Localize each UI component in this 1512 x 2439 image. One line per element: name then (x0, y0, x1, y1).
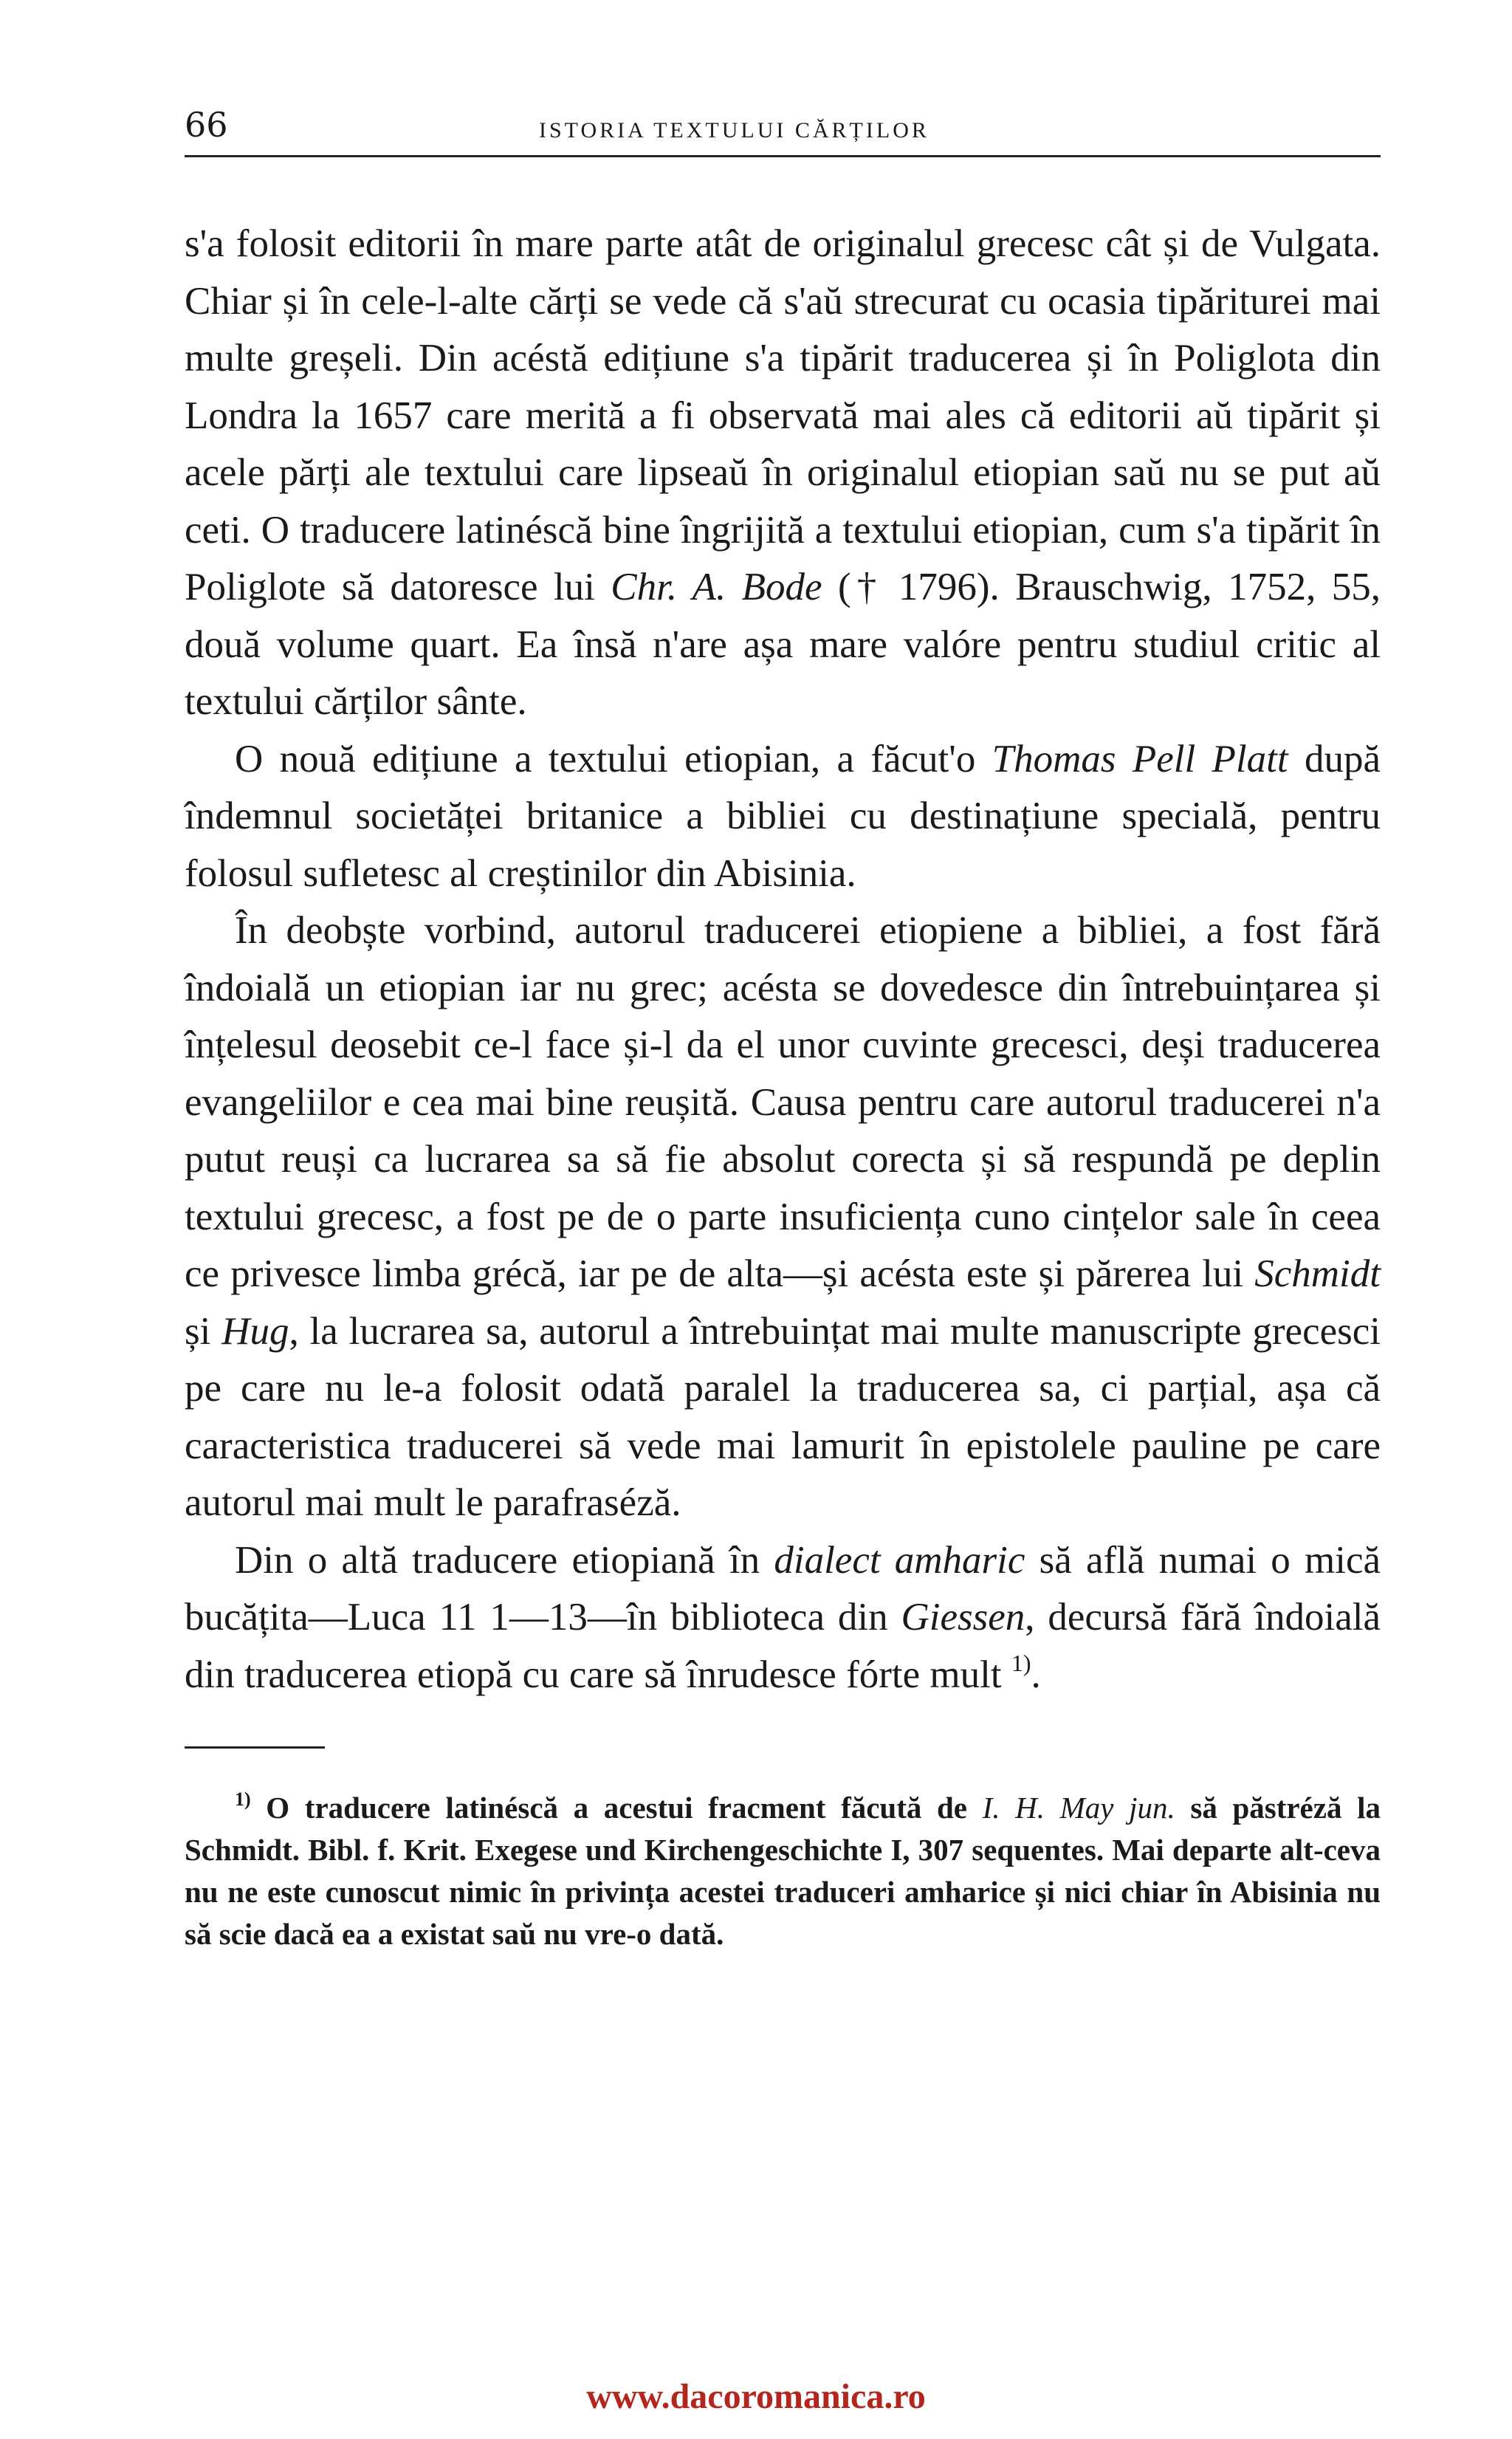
footnote-mark: 1) (235, 1788, 251, 1810)
main-text (185, 216, 1381, 1704)
paragraph-1-text-b: († 1796). Brauschwig, 1752, 55, două volume quart. Ea însă n'are așa mare valóre pentru studiul critic al textului cărților sânte. (185, 566, 1381, 723)
paragraph-3-text-a: În deobște vorbind, autorul traducerei etiopiene a bibliei, a fost fără îndoială un etiopian iar nu grec; acésta se dovedesce din întrebuințarea și înțelesul deosebit ce-l face și-l da el unor cuvinte grecesci, deși traducerea evangeliilor e cea mai bine reușită. Causa pentru care autorul traducerei n'a putut reuși ca lucrarea sa să fie absolut corecta și să respundă pe deplin textului grecesc, a fost pe de o parte insuficiența cuno cințelor sale în ceea ce privesce limba grécă, iar pe de alta—și acésta este și părerea lui (185, 909, 1381, 1295)
footnote-paragraph (185, 1787, 1381, 1955)
running-header (185, 89, 1381, 155)
paragraph-2 (185, 731, 1381, 903)
paragraph-3 (185, 902, 1381, 1532)
paragraph-3-text-c: , la lucrarea sa, autorul a întrebuințat mai multe manuscripte grecesci pe care nu le-a folosit odată paralel la traducerea sa, ci parțial, așa că caracteristica traducerei să vede mai lamurit în epistolele pauline pe care autorul mai mult le parafraséză. (185, 1309, 1381, 1524)
paragraph-4-text-d: . (1031, 1653, 1041, 1696)
name-schmidt: Schmidt (1254, 1252, 1381, 1295)
name-may: I. H. May jun. (982, 1791, 1175, 1825)
paragraph-4-text-b: să află numai o mică bucățita—Luca 11 1—13—în biblioteca din (185, 1538, 1381, 1639)
paragraph-4-text-a: Din o altă traducere etiopiană în (235, 1538, 774, 1582)
footnote-reference[interactable]: 1) (1011, 1649, 1031, 1676)
term-dialect-amharic: dialect amharic (774, 1538, 1025, 1582)
paragraph-2-text-b: după îndemnul societăței britanice a bibliei cu destinațiune specială, pentru folosul sufletesc al creștinilor din Abisinia. (185, 737, 1381, 895)
footnote (185, 1787, 1381, 1955)
name-pell-platt: Thomas Pell Platt (992, 737, 1288, 781)
paragraph-1 (185, 216, 1381, 731)
running-title: ISTORIA TEXTULUI CĂRȚILOR (539, 118, 929, 143)
paragraph-1-text-a: s'a folosit editorii în mare parte atât de originalul grecesc cât și de Vulgata. Chiar și în cele-l-alte cărți se vede că s'aŭ strecurat cu ocasia tipăriturei mai multe greșeli. Din acéstă edițiune s'a tipărit traducerea și în Poliglota din Londra la 1657 care merită a fi observată mai ales că editorii aŭ tipărit și acele părți ale textului care lipseaŭ în originalul etiopian saŭ nu se put aŭ ceti. O traducere latinéscă bine îngrijită a textului etiopian, cum s'a tipărit în Poliglote să datoresce lui (185, 222, 1381, 608)
name-bode: Chr. A. Bode (611, 566, 822, 608)
footnote-text-a: O traducere latinéscă a acestui fracment făcută de (250, 1791, 983, 1825)
watermark: www.dacoromanica.ro (586, 2377, 926, 2416)
footnote-text-b: să păstréză la Schmidt. Bibl. f. Krit. Exegese und Kirchengeschichte I, 307 sequentes. Mai departe alt-ceva nu ne este cunoscut nimic în privința acestei traduceri amharice și nici chiar în Abisinia nu să scie dacă ea a existat saŭ nu vre-o dată. (185, 1791, 1381, 1951)
paragraph-4-text-c: , decursă fără îndoială din traducerea etiopă cu care să înrudesce fórte mult (185, 1596, 1381, 1696)
page-number: 66 (185, 105, 228, 145)
paragraph-3-text-b: și (185, 1309, 222, 1353)
header-rule (185, 155, 1381, 157)
name-hug: Hug (221, 1309, 289, 1353)
paragraph-4 (185, 1532, 1381, 1704)
paragraph-2-text-a: O nouă edițiune a textului etiopian, a făcut'o (235, 737, 992, 781)
book-page (185, 89, 1381, 1955)
footnote-rule (185, 1746, 325, 1749)
place-giessen: Giessen (901, 1596, 1025, 1639)
